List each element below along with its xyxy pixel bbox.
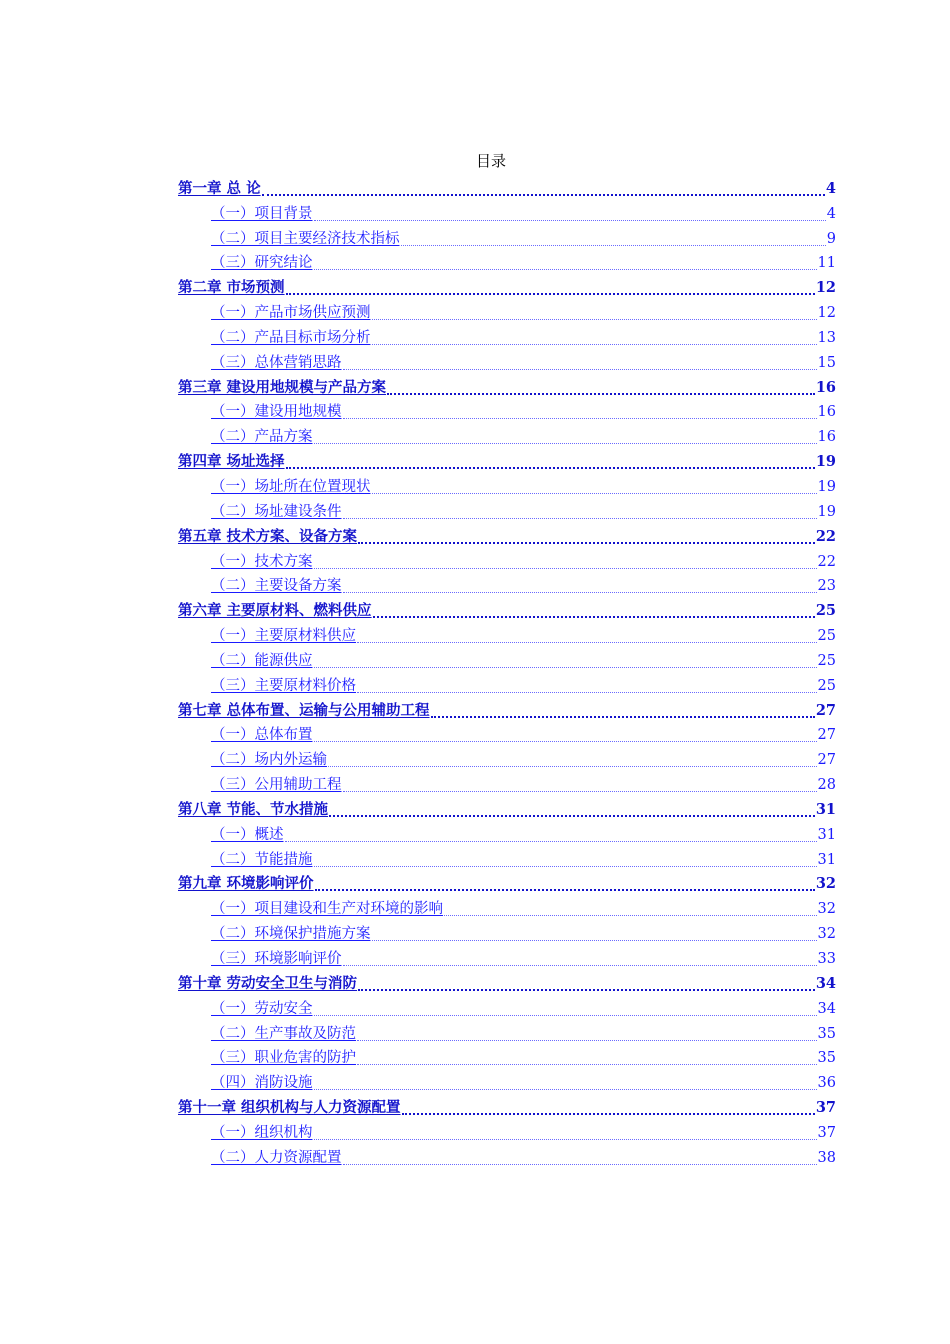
toc-entry-label: （一）项目背景: [211, 205, 313, 222]
dot-leader: [343, 355, 817, 370]
toc-section-link[interactable]: [178, 249, 836, 274]
toc-entry-page-number: 13: [817, 329, 836, 346]
toc-section-link[interactable]: [178, 547, 836, 572]
toc-entry-label: （二）产品方案: [211, 429, 313, 446]
dot-leader: [314, 1001, 817, 1016]
dot-leader: [262, 180, 825, 196]
toc-entry-label: 第十章 劳动安全卫生与消防: [178, 974, 358, 992]
dot-leader: [343, 504, 817, 519]
toc-chapter-link[interactable]: [178, 522, 836, 547]
toc-entry-label: （一）技术方案: [211, 553, 313, 570]
toc-chapter-link[interactable]: [178, 447, 836, 472]
toc-section-link[interactable]: [178, 621, 836, 646]
toc-chapter-link[interactable]: [178, 1093, 836, 1118]
toc-entry-label: 第六章 主要原材料、燃料供应: [178, 602, 372, 620]
toc-entry-label: （二）节能措施: [211, 851, 313, 868]
toc-section-link[interactable]: [178, 894, 836, 919]
dot-leader: [328, 752, 817, 767]
toc-entry-page-number: 27: [817, 752, 836, 769]
toc-entry-label: （三）职业危害的防护: [211, 1050, 356, 1067]
dot-leader: [285, 827, 817, 842]
toc-entry-page-number: 27: [817, 727, 836, 744]
toc-section-link[interactable]: [178, 1044, 836, 1069]
dot-leader: [314, 1125, 817, 1140]
toc-entry-page-number: 25: [817, 652, 836, 669]
toc-entry-label: 第三章 建设用地规模与产品方案: [178, 378, 387, 396]
toc-entry-page-number: 22: [817, 553, 836, 570]
toc-entry-label: （二）产品目标市场分析: [211, 329, 371, 346]
dot-leader: [314, 255, 817, 270]
dot-leader: [358, 975, 815, 991]
toc-entry-label: （二）场内外运输: [211, 752, 327, 769]
toc-entry-label: （二）能源供应: [211, 652, 313, 669]
toc-chapter-link[interactable]: [178, 373, 836, 398]
dot-leader: [329, 801, 815, 817]
toc-entry-label: （三）环境影响评价: [211, 951, 342, 967]
toc-entry-label: （一）项目建设和生产对环境的影响: [211, 901, 443, 918]
toc-section-link[interactable]: [178, 1118, 836, 1143]
toc-entry-page-number: 28: [817, 777, 836, 794]
dot-leader: [387, 379, 815, 395]
toc-section-link[interactable]: [178, 721, 836, 746]
toc-section-link[interactable]: [178, 1068, 836, 1093]
toc-section-link[interactable]: [178, 348, 836, 373]
toc-entry-label: （三）公用辅助工程: [211, 777, 342, 794]
toc-entry-page-number: 16: [817, 429, 836, 446]
toc-section-link[interactable]: [178, 770, 836, 795]
toc-section-link[interactable]: [178, 422, 836, 447]
dot-leader: [358, 528, 815, 544]
toc-entry-page-number: 16: [817, 404, 836, 421]
dot-leader: [372, 479, 817, 494]
dot-leader: [315, 875, 815, 891]
toc-entry-page-number: 32: [817, 926, 836, 943]
dot-leader: [343, 951, 817, 966]
toc-section-link[interactable]: [178, 298, 836, 323]
toc-section-link[interactable]: [178, 224, 836, 249]
dot-leader: [314, 554, 817, 569]
toc-section-link[interactable]: [178, 919, 836, 944]
toc-entry-page-number: 37: [817, 1124, 836, 1141]
toc-entry-page-number: 32: [815, 875, 836, 893]
toc-entry-page-number: 31: [817, 851, 836, 868]
toc-entry-page-number: 32: [817, 901, 836, 918]
toc-entry-label: （一）概述: [211, 826, 284, 843]
dot-leader: [444, 901, 817, 916]
toc-entry-label: （二）场址建设条件: [211, 503, 342, 520]
toc-chapter-link[interactable]: [178, 696, 836, 721]
toc-section-link[interactable]: [178, 472, 836, 497]
toc-entry-label: （二）人力资源配置: [211, 1149, 342, 1166]
toc-chapter-link[interactable]: [178, 273, 836, 298]
toc-entry-page-number: 19: [817, 503, 836, 520]
dot-leader: [314, 429, 817, 444]
toc-entry-page-number: 31: [817, 826, 836, 843]
toc-entry-page-number: 4: [826, 205, 836, 222]
dot-leader: [357, 678, 817, 693]
toc-section-link[interactable]: [178, 323, 836, 348]
toc-chapter-link[interactable]: [178, 795, 836, 820]
toc-section-link[interactable]: [178, 745, 836, 770]
toc-section-link[interactable]: [178, 1019, 836, 1044]
toc-entry-page-number: 12: [815, 279, 836, 297]
dot-leader: [286, 279, 815, 295]
toc-entry-page-number: 37: [815, 1099, 836, 1117]
toc-entry-label: （四）消防设施: [211, 1075, 313, 1092]
dot-leader: [401, 231, 826, 246]
dot-leader: [357, 628, 817, 643]
dot-leader: [431, 702, 815, 718]
toc-section-link[interactable]: [178, 199, 836, 224]
toc-entry-label: （一）组织机构: [211, 1124, 313, 1141]
dot-leader: [343, 578, 817, 593]
toc-entry-page-number: 36: [817, 1075, 836, 1092]
toc-section-link[interactable]: [178, 994, 836, 1019]
toc-entry-page-number: 34: [815, 974, 836, 992]
toc-entry-page-number: 27: [815, 701, 836, 719]
toc-entry-page-number: 33: [817, 951, 836, 967]
toc-entry-label: （二）生产事故及防范: [211, 1025, 356, 1042]
toc-entry-label: 第九章 环境影响评价: [178, 875, 314, 893]
toc-entry-page-number: 22: [815, 527, 836, 545]
toc-entry-page-number: 25: [817, 628, 836, 645]
toc-entry-label: （二）主要设备方案: [211, 578, 342, 595]
toc-section-link[interactable]: [178, 671, 836, 696]
dot-leader: [357, 1050, 817, 1065]
toc-entry-label: 第八章 节能、节水措施: [178, 800, 329, 818]
dot-leader: [314, 852, 817, 867]
dot-leader: [372, 305, 817, 320]
toc-chapter-link[interactable]: [178, 870, 836, 895]
toc-entry-label: （一）建设用地规模: [211, 404, 342, 421]
dot-leader: [357, 1026, 817, 1041]
toc-entry-label: 第五章 技术方案、设备方案: [178, 527, 358, 545]
toc-entry-label: （二）环境保护措施方案: [211, 926, 371, 943]
toc-entry-label: 第二章 市场预测: [178, 279, 285, 297]
toc-entry-page-number: 19: [817, 478, 836, 495]
toc-entry-label: 第一章 总 论: [178, 179, 261, 197]
toc-section-link[interactable]: [178, 845, 836, 870]
toc-entry-page-number: 12: [817, 305, 836, 322]
toc-entry-page-number: 23: [817, 578, 836, 595]
dot-leader: [286, 453, 815, 469]
toc-entry-label: （三）研究结论: [211, 255, 313, 272]
toc-entry-label: （二）项目主要经济技术指标: [211, 230, 400, 247]
toc-entry-label: （一）场址所在位置现状: [211, 478, 371, 495]
toc-section-link[interactable]: [178, 398, 836, 423]
dot-leader: [343, 777, 817, 792]
toc-entry-label: （一）劳动安全: [211, 1000, 313, 1017]
toc-entry-page-number: 25: [815, 602, 836, 620]
toc-section-link[interactable]: [178, 497, 836, 522]
toc-entry-label: （一）产品市场供应预测: [211, 305, 371, 322]
toc-entry-page-number: 35: [817, 1050, 836, 1067]
toc-entry-page-number: 15: [817, 354, 836, 371]
dot-leader: [314, 653, 817, 668]
toc-section-link[interactable]: [178, 646, 836, 671]
toc-entry-label: 第七章 总体布置、运输与公用辅助工程: [178, 701, 430, 719]
toc-entry-page-number: 9: [826, 230, 836, 247]
toc-entry-label: （三）主要原材料价格: [211, 677, 356, 694]
dot-leader: [343, 1150, 817, 1165]
toc-entry-page-number: 25: [817, 677, 836, 694]
dot-leader: [372, 926, 817, 941]
toc-entry-page-number: 35: [817, 1025, 836, 1042]
toc-section-link[interactable]: [178, 944, 836, 969]
toc-entry-page-number: 4: [825, 179, 836, 197]
toc-entry-page-number: 31: [815, 800, 836, 818]
toc-entry-page-number: 34: [817, 1000, 836, 1017]
dot-leader: [314, 206, 826, 221]
toc-list: [178, 174, 836, 1168]
dot-leader: [372, 330, 817, 345]
dot-leader: [373, 602, 815, 618]
toc-entry-page-number: 16: [815, 378, 836, 396]
toc-entry-page-number: 11: [817, 255, 836, 272]
toc-chapter-link[interactable]: [178, 596, 836, 621]
dot-leader: [314, 727, 817, 742]
dot-leader: [314, 1075, 817, 1090]
toc-chapter-link[interactable]: [178, 969, 836, 994]
toc-section-link[interactable]: [178, 572, 836, 597]
toc-entry-label: （一）主要原材料供应: [211, 628, 356, 645]
dot-leader: [402, 1099, 815, 1115]
toc-section-link[interactable]: [178, 1143, 836, 1168]
toc-section-link[interactable]: [178, 820, 836, 845]
dot-leader: [343, 404, 817, 419]
toc-entry-label: （一）总体布置: [211, 727, 313, 744]
toc-entry-page-number: 19: [815, 453, 836, 471]
toc-entry-label: 第四章 场址选择: [178, 453, 285, 471]
toc-title: 目录: [475, 152, 506, 170]
toc-entry-page-number: 38: [817, 1149, 836, 1166]
toc-entry-label: （三）总体营销思路: [211, 354, 342, 371]
toc-entry-label: 第十一章 组织机构与人力资源配置: [178, 1099, 401, 1117]
toc-chapter-link[interactable]: [178, 174, 836, 199]
